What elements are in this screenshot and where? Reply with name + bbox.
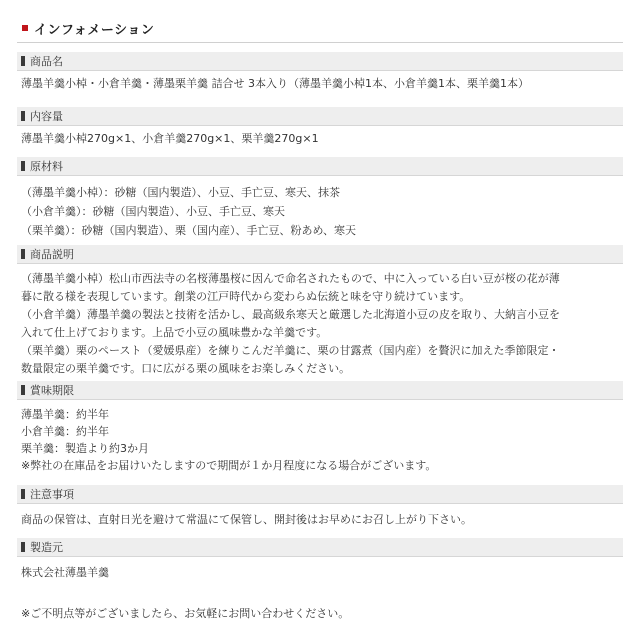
bullet-bar-icon [21,542,25,552]
bullet-bar-icon [21,161,25,171]
section-body [17,264,623,378]
description-line: 入れて仕上げております。上品で小豆の風味豊かな羊羹です。 [21,326,328,339]
section-maker [17,538,623,580]
section-header [17,157,623,176]
expiry-line: 栗羊羹：製造より約3か月 [21,442,149,455]
ingredient-line: （小倉羊羹）：砂糖（国内製造）、小豆、手亡豆、寒天 [21,205,285,218]
footer-note: ※ご不明点等がございましたら、お気軽にお問い合わせください。 [21,607,350,620]
section-contents [17,107,623,146]
section-body [17,400,623,474]
info-title: インフォメーション [34,22,155,38]
expiry-line: 薄墨羊羹：約半年 [21,408,109,421]
section-notes [17,485,623,527]
section-title: 商品説明 [30,248,74,261]
section-header [17,245,623,264]
bullet-bar-icon [21,489,25,499]
section-body [17,557,623,580]
expiry-note: ※弊社の在庫品をお届けいたしますので期間が１か月程度になる場合がございます。 [21,459,437,472]
section-header [17,107,623,126]
bullet-bar-icon [21,385,25,395]
section-title: 注意事項 [30,488,74,501]
section-header [17,52,623,71]
description-line: （薄墨羊羹小棹）松山市西法寺の名桜薄墨桜に因んで命名されたもので、中に入っている白い豆が桜の花が薄 [21,272,560,285]
description-line: （小倉羊羹）薄墨羊羹の製法と技術を活かし、最高級糸寒天と厳選した北海道小豆の皮を取り、大納言小豆を [21,308,560,321]
maker-text: 株式会社薄墨羊羹 [21,566,109,579]
section-title: 原材料 [30,160,63,173]
section-title: 製造元 [30,541,63,554]
section-description [17,245,623,378]
red-square-icon [22,25,28,31]
section-body [17,71,623,91]
description-line: 暮に散る様を表現しています。創業の江戸時代から変わらぬ伝統と味を守り続けています。 [21,290,471,303]
bullet-bar-icon [21,111,25,121]
bullet-bar-icon [21,249,25,259]
section-header [17,485,623,504]
info-header [22,17,154,39]
section-title: 賞味期限 [30,384,74,397]
title-divider [17,42,623,43]
ingredient-line: （栗羊羹）：砂糖（国内製造）、栗（国内産）、手亡豆、粉あめ、寒天 [21,224,357,237]
section-header [17,381,623,400]
notes-text: 商品の保管は、直射日光を避けて常温にて保管し、開封後はお早めにお召し上がり下さい。 [21,513,472,526]
section-body [17,126,623,146]
section-ingredients [17,157,623,240]
ingredient-line: （薄墨羊羹小棹）：砂糖（国内製造）、小豆、手亡豆、寒天、抹茶 [21,186,340,199]
description-line: 数量限定の栗羊羹です。口に広がる栗の風味をお楽しみください。 [21,362,351,375]
section-body [17,504,623,527]
section-product-name [17,52,623,91]
bullet-bar-icon [21,56,25,66]
product-name-text: 薄墨羊羹小棹・小倉羊羹・薄墨栗羊羹 詰合せ 3本入り（薄墨羊羹小棹1本、小倉羊羹1本、栗羊羹1本） [21,77,529,90]
section-title: 内容量 [30,110,63,123]
section-title: 商品名 [30,55,63,68]
description-line: （栗羊羹）栗のペースト（愛媛県産）を練りこんだ羊羹に、栗の甘露煮（国内産）を贅沢に加えた季節限定・ [21,344,560,357]
section-expiry [17,381,623,474]
section-body [17,176,623,240]
section-header [17,538,623,557]
expiry-line: 小倉羊羹：約半年 [21,425,109,438]
contents-text: 薄墨羊羹小棹270g×1、小倉羊羹270g×1、栗羊羹270g×1 [21,132,319,145]
